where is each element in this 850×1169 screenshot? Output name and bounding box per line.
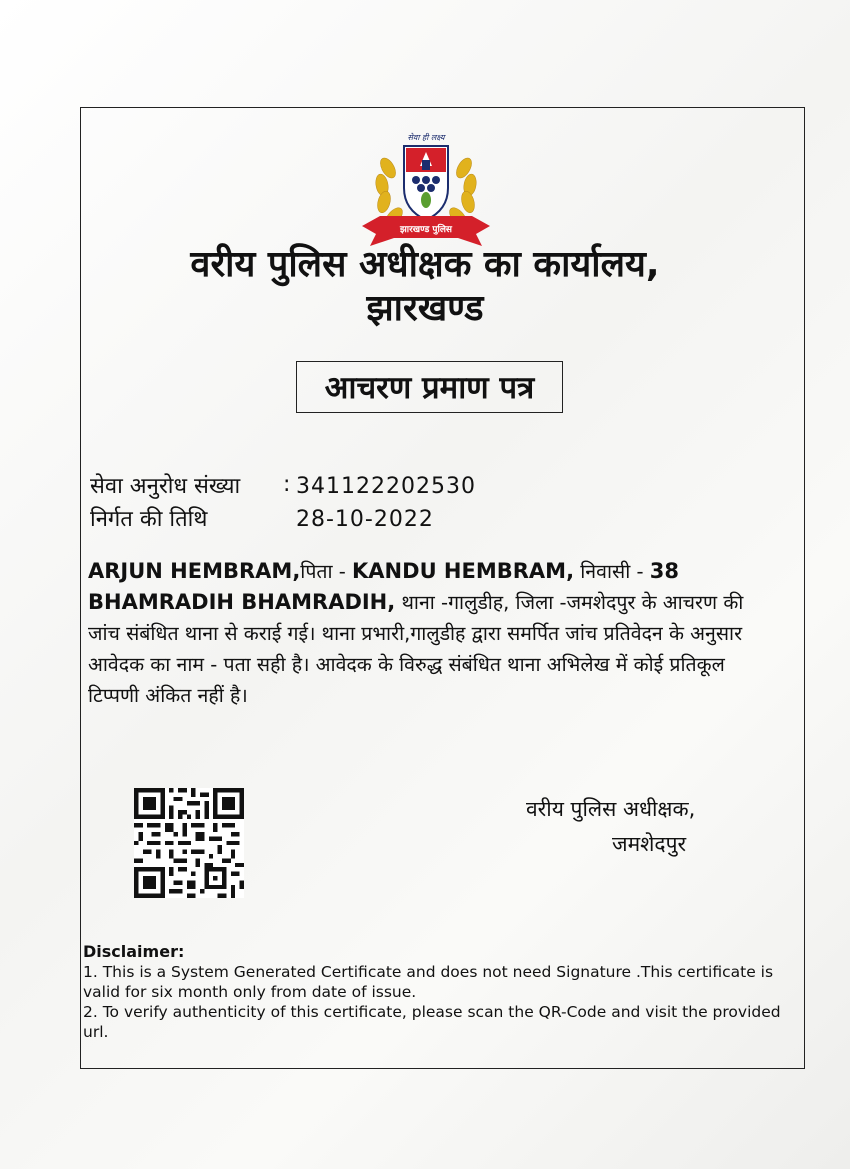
office-title-line1: वरीय पुलिस अधीक्षक का कार्यालय, <box>190 244 660 285</box>
issue-date-label: निर्गत की तिथि <box>90 507 208 532</box>
signatory-designation: वरीय पुलिस अधीक्षक, <box>526 797 696 821</box>
applicant-name: ARJUN HEMBRAM, <box>88 559 301 583</box>
father-name: KANDU HEMBRAM, <box>352 559 575 583</box>
disclaimer-item-1: 1. This is a System Generated Certificate and does not need Signature .This certificate is valid for six month only from date of issue. <box>83 963 774 1001</box>
service-request-number: 341122202530 <box>296 474 476 499</box>
certificate-title: आचरण प्रमाण पत्र <box>296 361 563 413</box>
disclaimer-item-2: 2. To verify authenticity of this certificate, please scan the QR-Code and visit the provided url. <box>83 1003 781 1041</box>
emblem-motto: सेवा ही लक्ष्य <box>407 133 445 142</box>
certificate-statement: थाना -गालुडीह, जिला -जमशेदपुर के आचरण की जांच संबंधित थाना से कराई गई। थाना प्रभारी,गालुडीह द्वारा समर्पित जांच प्रतिवेदन के अनुसार आवेदक का नाम - पता सही है। आवेदक के विरुद्ध संबंधित थाना अभिलेख में कोई प्रतिकूल टिप्पणी अंकित नहीं है। <box>88 591 744 707</box>
father-label: पिता - <box>300 560 353 583</box>
certificate-body <box>88 556 780 711</box>
issue-date-value: 28-10-2022 <box>296 507 434 532</box>
qr-code[interactable] <box>134 788 244 898</box>
service-request-colon: : <box>283 472 291 497</box>
jharkhand-police-emblem-icon <box>358 130 494 252</box>
office-title-line2: झारखण्ड <box>366 288 484 329</box>
disclaimer-section <box>83 942 783 1042</box>
applicant-address: 38 BHAMRADIH BHAMRADIH, <box>88 559 679 614</box>
signatory-place: जमशेदपुर <box>612 832 687 856</box>
emblem-banner-text: झारखण्ड पुलिस <box>399 225 453 235</box>
disclaimer-heading: Disclaimer: <box>83 942 185 961</box>
service-request-label: सेवा अनुरोध संख्या <box>90 474 241 499</box>
residence-label: निवासी - <box>574 560 650 583</box>
